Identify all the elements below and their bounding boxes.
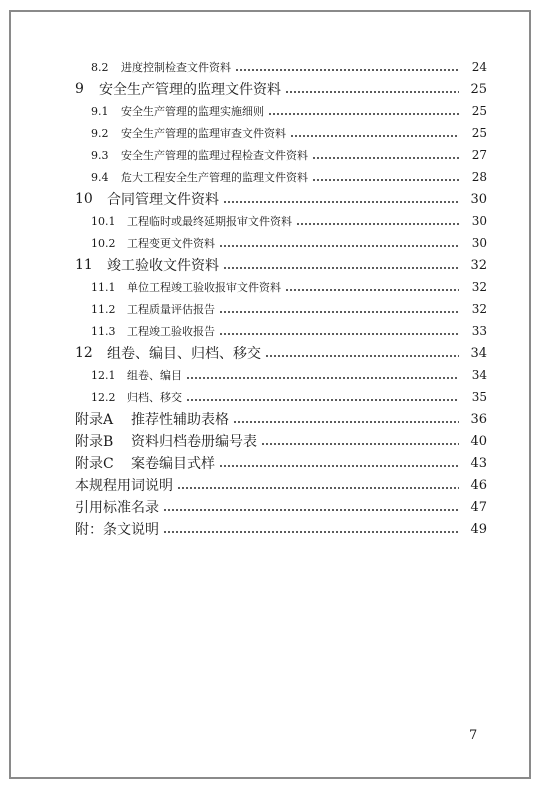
- leader-dots: [186, 399, 459, 401]
- toc-entry-title: 安全生产管理的监理过程检查文件资料: [121, 149, 308, 162]
- toc-entry-page: 35: [471, 390, 487, 404]
- leader-dots: [268, 113, 459, 115]
- toc-entry-title: 归档、移交: [127, 391, 182, 404]
- leader-dots: [261, 443, 459, 445]
- leader-dots: [177, 487, 459, 489]
- toc-entry-number: 12.2: [91, 390, 116, 404]
- toc-entry-title: 工程竣工验收报告: [127, 325, 215, 338]
- toc-entry: [11, 277, 529, 297]
- toc-entry-number: 11: [75, 257, 93, 273]
- toc-entry-page: 25: [471, 126, 487, 140]
- toc-entry-title: 竣工验收文件资料: [107, 258, 219, 274]
- toc-entry-title: 工程临时或最终延期报审文件资料: [127, 215, 292, 228]
- toc-entry-page: 30: [471, 236, 487, 250]
- leader-dots: [219, 333, 459, 335]
- toc-entry-page: 34: [470, 345, 487, 361]
- toc-entry-title: 案卷编目式样: [131, 456, 215, 472]
- toc-entry: [11, 233, 529, 253]
- toc-entry-number: 10.2: [91, 236, 116, 250]
- toc-entry: [11, 211, 529, 231]
- toc-entry-number: 附录C: [75, 456, 114, 472]
- toc-entry-page: 30: [470, 191, 487, 207]
- table-of-contents: [11, 12, 529, 777]
- toc-entry: [11, 387, 529, 407]
- toc-entry-page: 28: [471, 170, 487, 184]
- toc-entry: [11, 321, 529, 341]
- toc-entry-number: 9: [75, 81, 84, 97]
- toc-entry-page: 25: [471, 104, 487, 118]
- toc-entry-number: 11.2: [91, 302, 116, 316]
- leader-dots: [186, 377, 459, 379]
- toc-entry-page: 32: [471, 302, 487, 316]
- toc-entry-page: 34: [471, 368, 487, 382]
- toc-entry: [11, 145, 529, 165]
- toc-entry-title: 组卷、编目、归档、移交: [107, 346, 261, 362]
- toc-entry-page: 47: [470, 499, 487, 515]
- toc-entry-page: 33: [471, 324, 487, 338]
- toc-entry: [11, 475, 529, 495]
- toc-entry-number: 11.3: [91, 324, 116, 338]
- toc-entry-title: 安全生产管理的监理审查文件资料: [121, 127, 286, 140]
- leader-dots: [285, 91, 459, 93]
- toc-entry-number: 10: [75, 191, 93, 207]
- leader-dots: [290, 135, 459, 137]
- toc-entry-title: 安全生产管理的监理文件资料: [99, 82, 281, 98]
- toc-entry: [11, 167, 529, 187]
- toc-entry: [11, 255, 529, 275]
- toc-entry-page: 32: [471, 280, 487, 294]
- toc-entry: [11, 409, 529, 429]
- toc-entry-page: 27: [471, 148, 487, 162]
- leader-dots: [163, 531, 459, 533]
- toc-entry: [11, 189, 529, 209]
- leader-dots: [285, 289, 459, 291]
- toc-entry-number: 9.4: [91, 170, 109, 184]
- toc-entry: [11, 299, 529, 319]
- toc-entry-page: 49: [470, 521, 487, 537]
- toc-entry-title: 本规程用词说明: [75, 478, 173, 494]
- toc-entry: [11, 123, 529, 143]
- toc-entry-title: 合同管理文件资料: [107, 192, 219, 208]
- toc-entry-number: 9.2: [91, 126, 109, 140]
- toc-entry-title: 附：条文说明: [75, 522, 159, 538]
- toc-entry-number: 附录B: [75, 434, 114, 450]
- toc-entry: [11, 453, 529, 473]
- toc-entry: [11, 497, 529, 517]
- toc-entry-number: 10.1: [91, 214, 116, 228]
- toc-entry-number: 12.1: [91, 368, 116, 382]
- toc-entry-number: 12: [75, 345, 93, 361]
- leader-dots: [296, 223, 459, 225]
- toc-entry-page: 36: [470, 411, 487, 427]
- toc-entry-page: 24: [471, 60, 487, 74]
- toc-entry: [11, 101, 529, 121]
- toc-entry-title: 单位工程竣工验收报审文件资料: [127, 281, 281, 294]
- page-number: 7: [469, 728, 478, 743]
- leader-dots: [235, 69, 459, 71]
- toc-entry-page: 40: [470, 433, 487, 449]
- toc-entry-title: 引用标准名录: [75, 500, 159, 516]
- toc-entry-title: 资料归档卷册编号表: [131, 434, 257, 450]
- leader-dots: [219, 311, 459, 313]
- leader-dots: [163, 509, 459, 511]
- toc-entry-title: 进度控制检查文件资料: [121, 61, 231, 74]
- toc-entry-page: 43: [470, 455, 487, 471]
- toc-entry-page: 32: [470, 257, 487, 273]
- toc-entry-page: 30: [471, 214, 487, 228]
- leader-dots: [265, 355, 459, 357]
- toc-entry: [11, 431, 529, 451]
- toc-entry-title: 组卷、编目: [127, 369, 182, 382]
- toc-entry-page: 25: [470, 81, 487, 97]
- toc-entry-title: 安全生产管理的监理实施细则: [121, 105, 264, 118]
- toc-entry-number: 11.1: [91, 280, 116, 294]
- toc-entry-title: 推荐性辅助表格: [131, 412, 229, 428]
- toc-entry: [11, 519, 529, 539]
- toc-entry: [11, 79, 529, 99]
- page-frame: [9, 10, 531, 779]
- toc-entry-number: 8.2: [91, 60, 109, 74]
- toc-entry: [11, 57, 529, 77]
- leader-dots: [233, 421, 459, 423]
- leader-dots: [223, 201, 459, 203]
- toc-entry-page: 46: [470, 477, 487, 493]
- leader-dots: [312, 179, 459, 181]
- toc-entry-title: 危大工程安全生产管理的监理文件资料: [121, 171, 308, 184]
- leader-dots: [223, 267, 459, 269]
- toc-entry-number: 9.1: [91, 104, 109, 118]
- leader-dots: [312, 157, 459, 159]
- toc-entry-number: 9.3: [91, 148, 109, 162]
- toc-entry: [11, 365, 529, 385]
- toc-entry: [11, 343, 529, 363]
- toc-entry-title: 工程变更文件资料: [127, 237, 215, 250]
- leader-dots: [219, 465, 459, 467]
- leader-dots: [219, 245, 459, 247]
- toc-entry-title: 工程质量评估报告: [127, 303, 215, 316]
- toc-entry-number: 附录A: [75, 412, 114, 428]
